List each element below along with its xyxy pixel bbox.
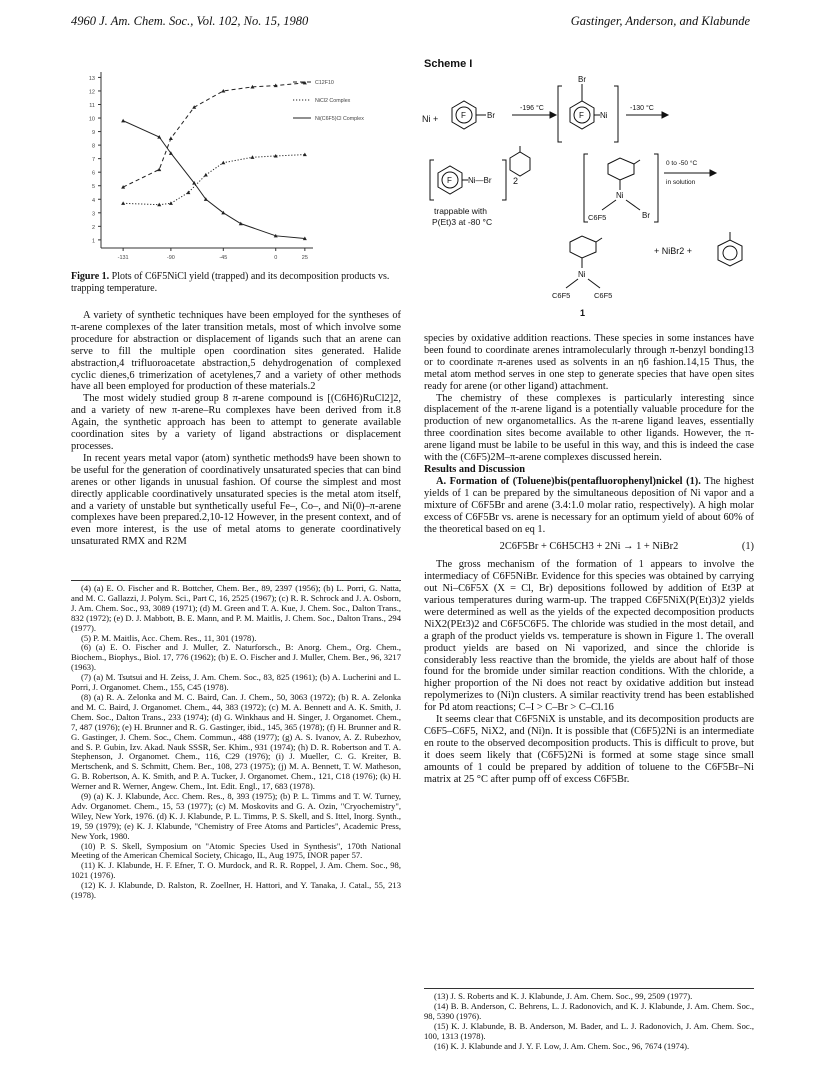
data-point [192, 105, 196, 109]
paragraph: species by oxidative addition reactions. These species in some instances have been found to coordinate arenes intramolecularly through π-benzyl bonding13 or to coordinate π-arenes used as solvents in an η6 fashion.14,15 Thus, the metal atom method serves in one step to generate species that have open sites ready for arene (or other ligand) attachment. [424, 333, 754, 392]
section-heading: Results and Discussion [424, 463, 526, 475]
reference-item: (7) (a) M. Tsutsui and H. Zeiss, J. Am. Chem. Soc., 83, 825 (1961); (b) A. Lucherini and L. Porri, J. Organomet. Chem., 155, C45 (1978). [71, 672, 401, 693]
reference-item: (13) J. S. Roberts and K. J. Klabunde, J. Am. Chem. Soc., 99, 2509 (1977). [434, 991, 693, 1001]
data-point [186, 190, 190, 194]
data-point [157, 203, 161, 207]
equation-number: (1) [741, 541, 754, 553]
c6f5-label-3: C6F5 [594, 291, 613, 300]
ni-label-2: Ni [616, 191, 624, 200]
subsection-paragraph [424, 476, 754, 536]
reference-item: (15) K. J. Klabunde, B. B. Anderson, M. Bader, and L. J. Radonovich, J. Am. Chem. Soc., 100, 1313 (1978). [424, 1020, 754, 1041]
paragraph: The most widely studied group 8 π-arene compound is [(C6H6)RuCl2]2, and a variety of new π-arene–Ru complexes have been derived from it.8 Again, the synthetic approach has been to attempt to generate available coordination sites by a variety of ligand abstractions or displacement processes. [71, 393, 401, 452]
series-line-2 [123, 121, 305, 239]
data-point [157, 167, 161, 171]
scheme-ni-plus: Ni + [422, 114, 439, 124]
y-tick-label: 11 [89, 102, 95, 109]
reference-item: (8) (a) R. A. Zelonka and M. C. Baird, Can. J. Chem., 50, 3063 (1972); (b) R. A. Zelonka and M. C. Baird, J. Organomet. Chem., 44, 383 (1972); (c) M. A. Bennett and A. K. Smith, J. Chem. Soc., Dalton Trans., 233 (1974); (d) G. Winkhaus and H. Singer, J. Organomet. Chem., 7, 487 (1976); (e) H. Brunner and R. G. Gastinger, ibid., 145, 365 (1978); (f) H. Brunner and R. G. Gastinger, J. Chem. Soc., Chem. Commun., 488 (1977); (g) A. S. Ivanov, A. Z. Rubezhov, and S. P. Gubin, Izv. Akad. Nauk SSSR, Ser. Khim., 931 (1974); (h) D. R. Robertson and T. A. Stephenson, J. Organomet. Chem., 116, C29 (1976); (i) J. Mueller, C. G. Kreiter, B. Mertschenk, and S. Schmitt, Chem. Ber., 108, 273 (1975); (j) M. A. Bennett, T. W. Matheson, G. B. Robertson, A. K. Smith, and P. A. Tucker, J. Organomet. Chem., 121, C18 (1976); (k) H. Werner and R. Werner, Angew. Chem., Int. Edit. Engl., 17, 683 (1978). [71, 691, 401, 792]
figure-1-caption [71, 271, 401, 294]
br-label-3: Br [642, 211, 650, 220]
reference-item: (6) (a) E. O. Fischer and J. Muller, Z. Naturforsch., B: Anorg. Chem., Org. Chem., Biochem., Biophys., Biol. 17, 776 (1962); (b) E. O. Fischer and J. Muller, Chem. Ber., 96, 3217 (1963). [71, 642, 401, 673]
equation-text: 2C6F5Br + C6H5CH3 + 2Ni → 1 + NiBr2 [499, 541, 679, 553]
y-tick-label: 3 [91, 211, 95, 218]
temp-label-3: 0 to -50 °C [666, 160, 698, 167]
paragraph: The gross mechanism of the formation of 1 appears to involve the intermediacy of C6F5NiBr. Evidence for this species was obtained by carrying out Ni–C6F5X (X = Cl, Br) depositions followed by addition of Et3P at various temperatures during warm-up. The trapped C6F5NiX(P(Et)3)2 yields were determined as well as the yields of the expected decomposition products NiX2(PEt3)2 and C6F5C6F5. The chloride was studied in the most detail, and a graph of the product yields vs. temperature is shown in Figure 1. The overall product yields are based on Ni vaporized, and since the chloride is considerably less reactive than the bromide, the yields are about half of those found for the bromide under similar reaction conditions. With the chloride, a higher proportion of the Ni does not react by oxidative addition but instead repolymerizes to (Ni)n clusters. A similar reactivity trend has been established for Pd atom reactions; C–I > C–Br > C–Cl.16 [424, 559, 754, 714]
reference-item: (11) K. J. Klabunde, H. F. Efner, T. O. Murdock, and R. R. Roppel, J. Am. Chem. Soc., 98, 1021 (1976). [71, 860, 401, 881]
series-line-1 [123, 155, 305, 205]
y-tick-label: 10 [88, 116, 95, 123]
c6f5-label-2: C6F5 [552, 291, 571, 300]
nibr2-product: + NiBr2 + [654, 246, 693, 256]
f-label-2: F [579, 111, 584, 120]
y-tick-label: 8 [91, 143, 95, 150]
x-tick-label: 25 [301, 255, 308, 261]
subsection-heading: A. Formation of (Toluene)bis(pentafluorophenyl)nickel (1). [436, 475, 701, 487]
scheme-svg [420, 72, 760, 330]
temp-label-2: -130 °C [630, 105, 654, 112]
br-label-1: Br [487, 111, 495, 120]
footnote-divider-right [424, 988, 754, 989]
right-column-body [424, 333, 754, 786]
temp-label-1: -196 °C [520, 105, 544, 112]
y-tick-label: 2 [91, 224, 95, 231]
reference-item: (5) P. M. Maitlis, Acc. Chem. Res., 11, 301 (1978). [81, 632, 257, 643]
paragraph: It seems clear that C6F5NiX is unstable, and its decomposition products are C6F5–C6F5, NiX2, and (Ni)n. It is possible that (C6F5)2Ni is an intermediate en route to the observed decomposition products. This is difficult to prove, but it does seem likely that (C6F5)2Ni is formed at some stage since small amounts of 1 could be prepared by addition of toluene to the C6F5Br–Ni matrix at 25 °C after pump off of excess C6F5Br. [424, 714, 754, 785]
journal-citation: 4960 J. Am. Chem. Soc., Vol. 102, No. 15, 1980 [71, 14, 309, 28]
paragraph: In recent years metal vapor (atom) synthetic methods9 have been shown to be useful for the generation of coordinatively unsaturated species that can bind arenes or other ligands in unusual fashion. Of course the simplest and most directly applicable coordinatively unsaturated species is the metal atom itself, and a variety of unstable but synthetically useful Fe–, Co–, and Ni(0)–π-arene complexes have been prepared.2,10-12 However, in the present context, and of even more interest, is the use of metal atoms to generate coordinatively unsaturated RMX and R2M [71, 452, 401, 548]
x-tick-label: -45 [219, 255, 228, 261]
y-tick-label: 7 [91, 157, 95, 164]
reference-item: (14) B. B. Anderson, C. Behrens, L. J. Radonovich, and K. J. Klabunde, J. Am. Chem. Soc., 98, 5390 (1976). [424, 1000, 754, 1021]
data-point [121, 201, 125, 205]
coefficient-2: 2 [513, 176, 519, 186]
reference-item: (16) K. J. Klabunde and J. Y. F. Low, J. Am. Chem. Soc., 96, 7674 (1974). [434, 1040, 690, 1051]
toluene-ring-top [510, 152, 530, 176]
x-tick-label: -131 [117, 255, 129, 261]
compound-number: 1 [580, 308, 586, 318]
data-point [221, 161, 225, 165]
paragraph: A variety of synthetic techniques have been employed for the syntheses of π-arene complexes of the later transition metals, most of which involve some procedure for abstraction or displacement of ligands such that an arene can serve to fill the multiple open coordination sites generated. Halide abstraction,4 trifluoroacetate abstraction,5 dehydrogenation of complexed cyclic dienes,6 trimerization of acetylenes,7 and a variety of other methods have all been employed for production of these materials.2 [71, 310, 401, 393]
f-label-1: F [461, 111, 466, 120]
scheme-title: Scheme I [424, 58, 473, 70]
y-tick-label: 9 [91, 130, 95, 137]
ni-label-1: Ni [600, 111, 608, 120]
data-point [239, 222, 243, 226]
figure-1-chart [75, 66, 405, 266]
data-point [204, 173, 208, 177]
data-point [250, 155, 254, 159]
paragraph: The chemistry of these complexes is particularly interesting since displacement of the π-arene ligand is a potentially valuable procedure for the production of new organometallics. As the π-arene ligand leaves, essentially three coordination sites become available to other ligands. However, the π-arene ligand must be labile to be useful in this way, and this is indeed the case with the (C6F5)2M–π-arene complexes discussed herein. [424, 392, 754, 464]
data-point [121, 119, 125, 123]
nibr-label: Ni—Br [468, 176, 492, 185]
legend-label: Ni(C6F5)Cl Complex [315, 116, 364, 122]
c6f5-label-1: C6F5 [588, 213, 607, 222]
y-tick-label: 6 [91, 170, 95, 177]
x-tick-label: -90 [166, 255, 175, 261]
f-label-3: F [447, 176, 452, 185]
left-column-body [71, 310, 401, 548]
scheme-1 [420, 72, 760, 330]
toluene-ring-product [570, 236, 596, 258]
toluene-ring-mid [608, 158, 634, 180]
reference-item: (9) (a) K. J. Klabunde, Acc. Chem. Res., 8, 393 (1975); (b) P. L. Timms and T. W. Turney, Adv. Organomet. Chem., 15, 53 (1977); (c) M. Moskovits and G. A. Ozin, "Cryochemistry", Wiley, New York, 1976. (d) K. J. Klabunde, P. L. Timms, P. S. Skell, and S. Ittel, Inorg. Synth., 19, 59 (1979); (e) K. J. Klabunde, "Chemistry of Free Atoms and Particles", Academic Press, New York, 1980. [71, 791, 401, 841]
figure-caption-text: Plots of C6F5NiCl yield (trapped) and its decomposition products vs. trapping temperature. [71, 271, 390, 294]
y-tick-label: 1 [91, 238, 95, 245]
figure-caption-label: Figure 1. [71, 271, 110, 282]
paragraph: The highest yields of 1 can be prepared by the simultaneous deposition of Ni vapor and a mixture of C6F5Br and arene (3.4:1.0 molar ratio, respectively). A high molar excess of C6F5Br vs. arene is necessary for an optimum yield of about 60% of the theoretical based on eq 1. [424, 475, 754, 535]
authors-running-head: Gastinger, Anderson, and Klabunde [570, 14, 750, 28]
y-tick-label: 4 [91, 197, 95, 204]
data-point [169, 201, 173, 205]
y-tick-label: 13 [88, 75, 95, 82]
trappable-conditions: P(Et)3 at -80 °C [432, 217, 493, 227]
y-tick-label: 12 [88, 89, 95, 96]
legend-label: NiCl2 Complex [315, 98, 351, 104]
page-header [0, 10, 821, 30]
reference-item: (12) K. J. Klabunde, D. Ralston, R. Zoellner, H. Hattori, and Y. Tanaka, J. Catal., 55, 213 (1978). [71, 880, 401, 901]
reference-item: (4) (a) E. O. Fischer and R. Bottcher, Chem. Ber., 89, 2397 (1956); (b) L. Porri, G. Natta, and M. C. Gallazzi, J. Polym. Sci., Part C, 16, 2525 (1967); (c) R. R. Schrock and J. A. Osborn, J. Am. Chem. Soc., 93, 3089 (1971); (d) M. Green and T. A. Kue, J. Chem. Soc., Dalton Trans., 832 (1972); (e) D. J. Mabbott, B. E. Mann, and P. M. Maitlis, J. Chem. Soc., Dalton Trans., 294 (1977). [71, 583, 401, 633]
right-references [424, 992, 754, 1051]
left-references [71, 584, 401, 901]
equation-1 [424, 541, 754, 553]
legend-label: C12F10 [315, 80, 334, 86]
footnote-divider [71, 580, 401, 581]
trappable-label: trappable with [434, 206, 487, 216]
data-point [169, 136, 173, 140]
chart-svg [75, 66, 405, 266]
reference-item: (10) P. S. Skell, Symposium on "Atomic Species Used in Synthesis", 170th National Meeting of the American Chemical Society, Chicago, IL, Aug 1975, INOR paper 57. [71, 840, 401, 861]
series-line-0 [123, 83, 305, 187]
y-tick-label: 5 [91, 184, 95, 191]
toluene-ring-free [718, 240, 742, 266]
ni-label-3: Ni [578, 270, 586, 279]
br-label-2: Br [578, 75, 586, 84]
temp-label-3b: in solution [666, 179, 696, 186]
x-tick-label: 0 [274, 255, 278, 261]
